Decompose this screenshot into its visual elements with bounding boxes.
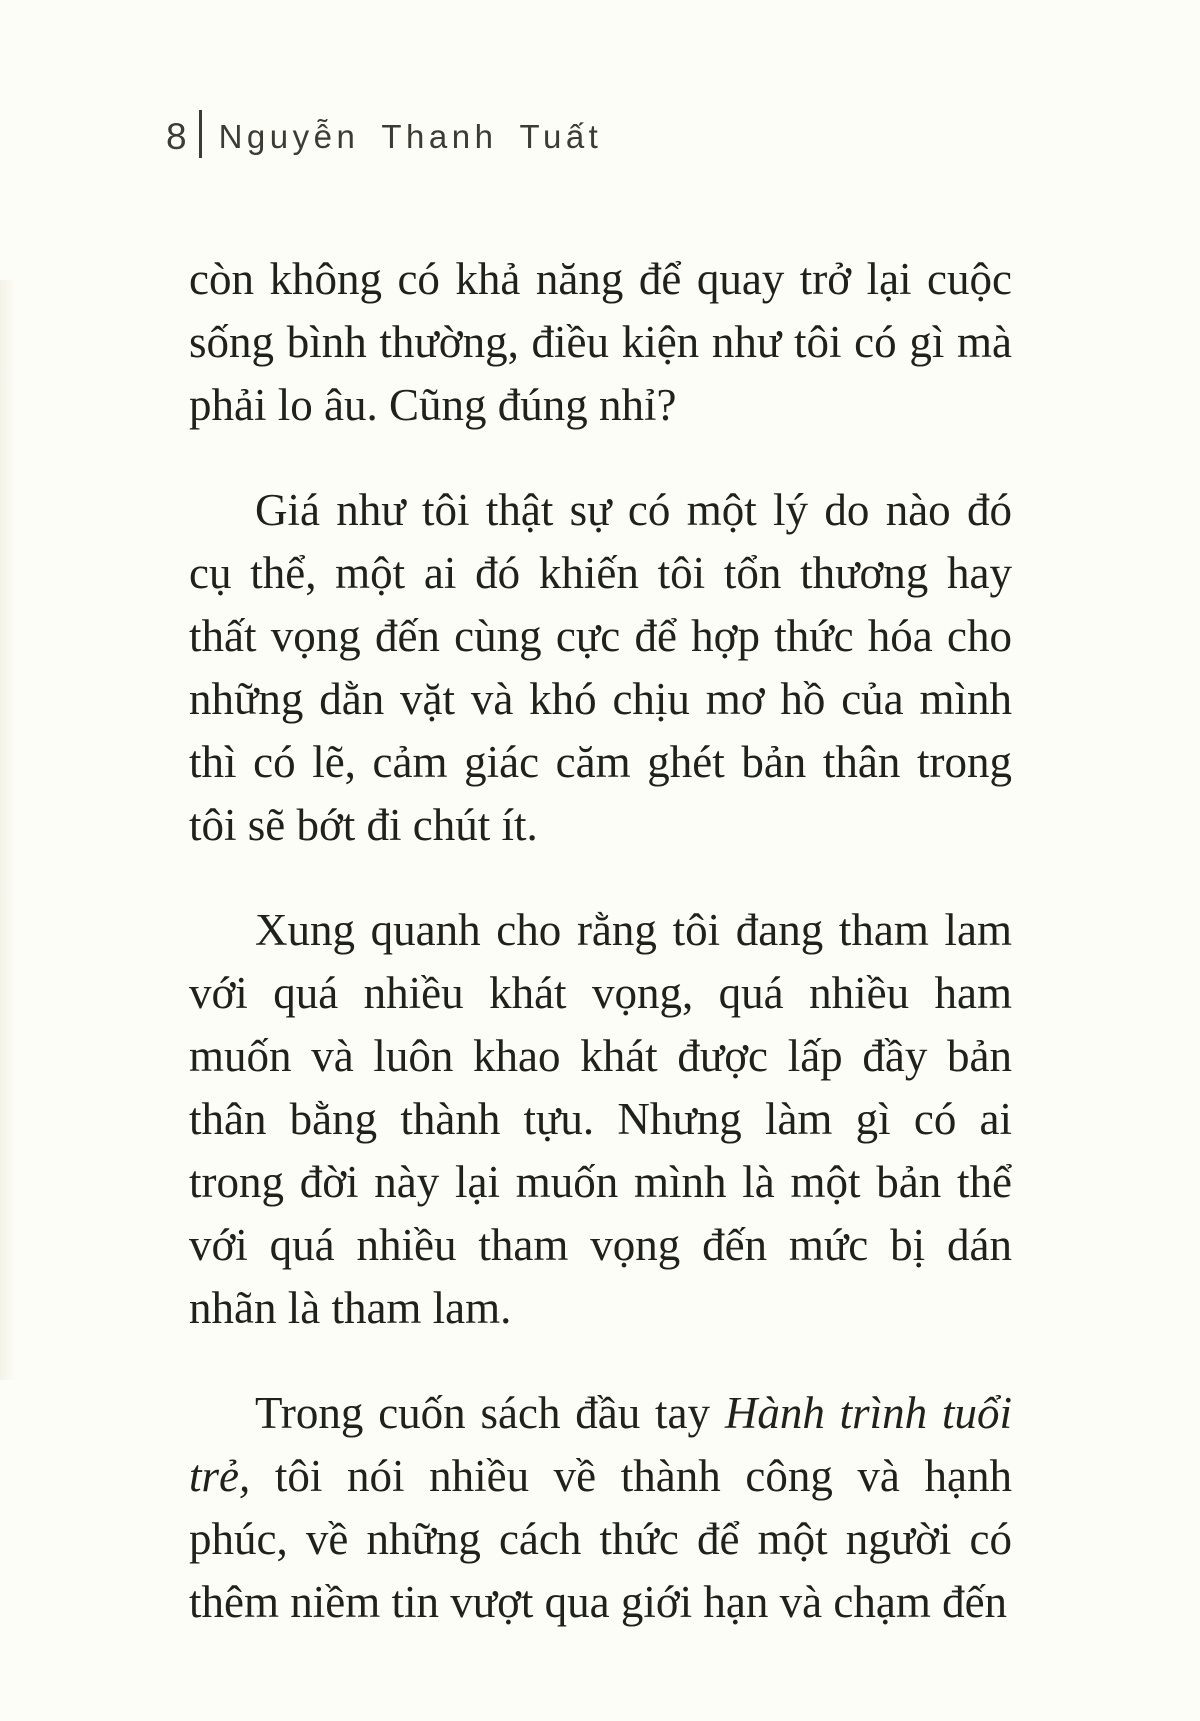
paragraph-segment: Xung quanh cho rằng tôi đang tham lam với quá nhiều khát vọng, quá nhiều ham muốn và luôn khao khát được lấp đầy bản thân bằng thành tựu. Nhưng làm gì có ai trong đời này lại muốn mình là một bản thể với quá nhiều tham vọng đến mức bị dán nhãn là tham lam.	[189, 905, 1012, 1333]
running-head	[166, 108, 602, 156]
header-divider	[199, 110, 202, 158]
author-name: Nguyễn Thanh Tuất	[218, 118, 603, 155]
paragraph-segment: Giá như tôi thật sự có một lý do nào đó cụ thể, một ai đó khiến tôi tổn thương hay thất vọng đến cùng cực để hợp thức hóa cho những dằn vặt và khó chịu mơ hồ của mình thì có lẽ, cảm giác căm ghét bản thân trong tôi sẽ bớt đi chút ít.	[189, 485, 1012, 850]
scan-edge-shading	[0, 280, 16, 1380]
paragraph-segment: còn không có khả năng để quay trở lại cuộc sống bình thường, điều kiện như tôi có gì mà phải lo âu. Cũng đúng nhỉ?	[189, 254, 1012, 430]
paragraph	[189, 899, 1012, 1340]
paragraph-segment: tôi nói nhiều về thành công và hạnh phúc, về những cách thức để một người có thêm niềm tin vượt qua giới hạn và chạm đến	[189, 1451, 1012, 1627]
body-text-block	[189, 248, 1012, 1676]
paragraph-segment: Trong cuốn sách đầu tay	[255, 1388, 725, 1438]
paragraph	[189, 479, 1012, 857]
page-number: 8	[166, 116, 187, 157]
paragraph	[189, 1382, 1012, 1634]
paragraph	[189, 248, 1012, 437]
paragraph-segment: Hành trình tuổi trẻ,	[189, 1388, 1012, 1501]
